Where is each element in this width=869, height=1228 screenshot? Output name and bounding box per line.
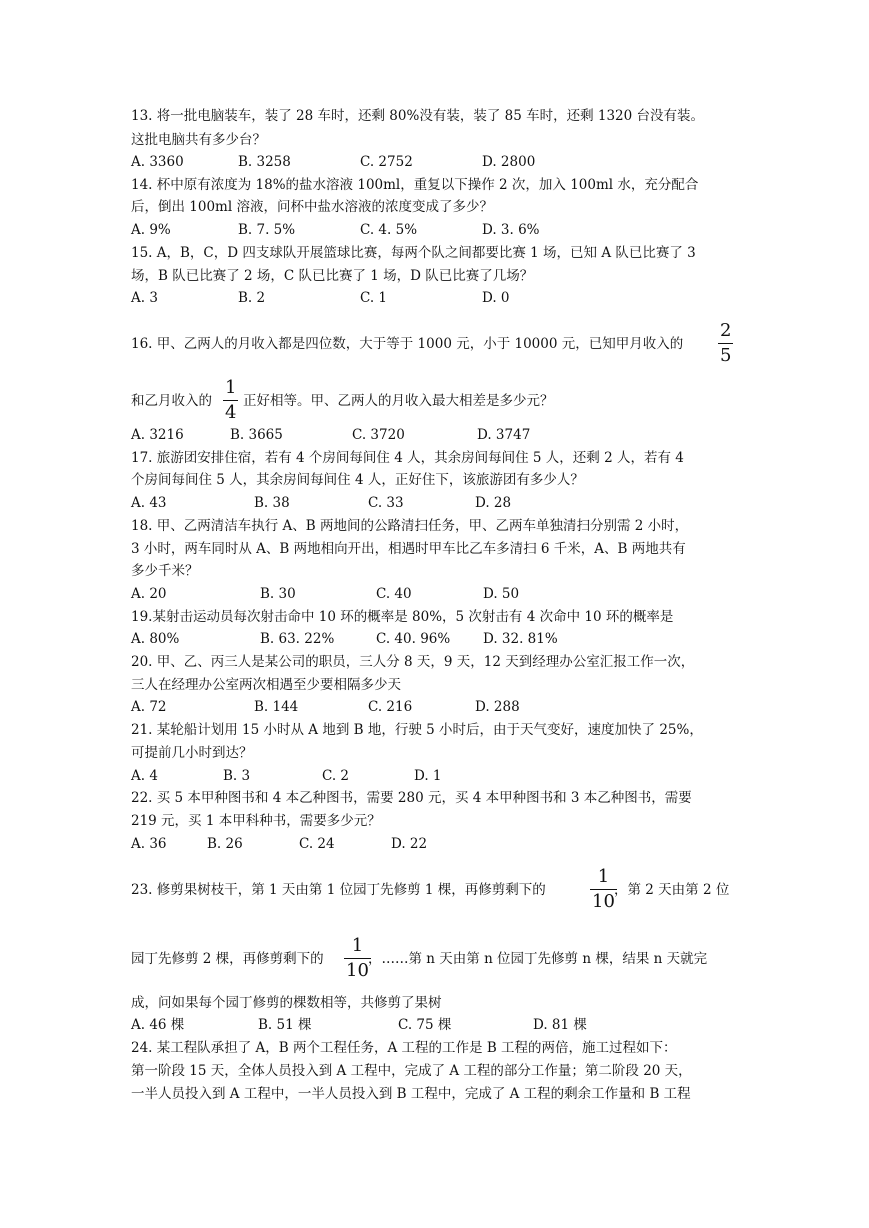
q16-option-b: B. 3665: [230, 427, 283, 443]
q20-line-1: 20. 甲、乙、丙三人是某公司的职员，三人分 8 天，9 天，12 天到经理办公室汇报工作一次，: [131, 654, 695, 670]
q14-option-c: C. 4. 5%: [360, 222, 418, 238]
q14-option-b: B. 7. 5%: [238, 222, 296, 238]
q19-option-c: C. 40. 96%: [376, 631, 451, 647]
q19-option-b: B. 63. 22%: [260, 631, 335, 647]
q13-option-a: A. 3360: [131, 154, 184, 170]
q16-line-2b: 正好相等。甲、乙两人的月收入最大相差是多少元？: [243, 393, 554, 409]
q19-option-d: D. 32. 81%: [483, 631, 558, 647]
q16-option-d: D. 3747: [477, 427, 531, 443]
q18-line-2: 3 小时，两车同时从 A、B 两地相向开出，相遇时甲车比乙车多清扫 6 千米，A、B 两地共有: [131, 541, 686, 557]
q16-line-2a: 和乙月收入的: [131, 393, 212, 409]
q23-fraction-1-numerator: 1: [597, 866, 610, 887]
q19-line-1: 19.某射击运动员每次射击命中 10 环的概率是 80%，5 次射击有 4 次命中 10 环的概率是: [131, 609, 674, 625]
q15-option-b: B. 2: [238, 290, 266, 306]
q13-line-1: 13. 将一批电脑装车，装了 28 车时，还剩 80%没有装，装了 85 车时，还剩 1320 台没有装。: [131, 108, 705, 124]
q16-fraction-1-denominator: 5: [720, 345, 732, 366]
q20-option-a: A. 72: [131, 699, 167, 715]
q16-fraction-1: [718, 322, 733, 365]
q23-line-2b: ，……第 n 天由第 n 位园丁先修剪 n 棵，结果 n 天就完: [368, 951, 708, 967]
q20-option-c: C. 216: [368, 699, 413, 715]
q21-option-d: D. 1: [414, 768, 442, 784]
q18-option-b: B. 30: [260, 586, 296, 602]
q23-fraction-2-denominator: 10: [346, 960, 369, 981]
q20-option-b: B. 144: [254, 699, 299, 715]
q15-option-c: C. 1: [360, 290, 388, 306]
q18-line-1: 18. 甲、乙两清洁车执行 A、B 两地间的公路清扫任务，甲、乙两车单独清扫分别需 2 小时，: [131, 518, 689, 534]
q16-fraction-2-numerator: 1: [225, 377, 237, 398]
q23-line-1a: 23. 修剪果树枝干，第 1 天由第 1 位园丁先修剪 1 棵，再修剪剩下的: [131, 882, 546, 898]
q23-fraction-1: [590, 868, 617, 911]
q14-option-d: D. 3. 6%: [482, 222, 540, 238]
q21-line-2: 可提前几小时到达？: [131, 745, 253, 761]
q23-option-b: B. 51 棵: [258, 1017, 312, 1033]
q18-option-a: A. 20: [131, 586, 167, 602]
q21-option-a: A. 4: [131, 768, 158, 784]
q23-line-2a: 园丁先修剪 2 棵，再修剪剩下的: [131, 951, 324, 967]
q16-fraction-2-denominator: 4: [225, 402, 237, 423]
q18-line-3: 多少千米？: [131, 563, 199, 579]
q22-option-a: A. 36: [131, 836, 167, 852]
q15-option-a: A. 3: [131, 290, 158, 306]
q20-line-2: 三人在经理办公室两次相遇至少要相隔多少天: [131, 677, 401, 693]
q15-line-1: 15. A，B，C，D 四支球队开展篮球比赛，每两个队之间都要比赛 1 场，已知 A 队已比赛了 3: [131, 245, 696, 261]
q19-option-a: A. 80%: [131, 631, 180, 647]
q13-option-d: D. 2800: [482, 154, 536, 170]
q21-option-c: C. 2: [322, 768, 350, 784]
q21-option-b: B. 3: [223, 768, 251, 784]
q24-line-1: 24. 某工程队承担了 A，B 两个工程任务，A 工程的工作是 B 工程的两倍，施工过程如下：: [131, 1040, 677, 1056]
q22-option-c: C. 24: [299, 836, 335, 852]
q14-line-1: 14. 杯中原有浓度为 18%的盐水溶液 100ml，重复以下操作 2 次，加入 100ml 水，充分配合: [131, 177, 699, 193]
q17-option-d: D. 28: [475, 495, 512, 511]
q16-option-a: A. 3216: [131, 427, 184, 443]
q16-option-c: C. 3720: [352, 427, 405, 443]
fraction-bar: [718, 343, 733, 344]
q23-line-3: 成，问如果每个园丁修剪的棵数相等，共修剪了果树: [131, 995, 442, 1011]
q13-option-b: B. 3258: [238, 154, 291, 170]
q23-line-1b: ，第 2 天由第 2 位: [614, 882, 730, 898]
q17-option-c: C. 33: [368, 495, 404, 511]
q22-option-d: D. 22: [391, 836, 428, 852]
q24-line-3: 一半人员投入到 A 工程中，一半人员投入到 B 工程中，完成了 A 工程的剩余工作量和 B 工程: [131, 1086, 691, 1102]
q22-option-b: B. 26: [207, 836, 243, 852]
q13-line-2: 这批电脑共有多少台？: [131, 132, 266, 148]
q17-option-b: B. 38: [254, 495, 290, 511]
fraction-bar: [590, 889, 617, 890]
q22-line-1: 22. 买 5 本甲种图书和 4 本乙种图书，需要 280 元，买 4 本甲种图书和 3 本乙种图书，需要: [131, 790, 692, 806]
q23-option-c: C. 75 棵: [398, 1017, 452, 1033]
fraction-bar: [223, 400, 238, 401]
q15-option-d: D. 0: [482, 290, 510, 306]
q18-option-d: D. 50: [483, 586, 520, 602]
q18-option-c: C. 40: [376, 586, 412, 602]
q24-line-2: 第一阶段 15 天，全体人员投入到 A 工程中，完成了 A 工程的部分工作量；第二阶段 20 天，: [131, 1063, 692, 1079]
q17-option-a: A. 43: [131, 495, 167, 511]
q23-option-a: A. 46 棵: [131, 1017, 185, 1033]
q23-fraction-2-numerator: 1: [351, 935, 364, 956]
q16-fraction-1-numerator: 2: [720, 320, 732, 341]
q17-line-1: 17. 旅游团安排住宿，若有 4 个房间每间住 4 人，其余房间每间住 5 人，还剩 2 人，若有 4: [131, 450, 684, 466]
q17-line-2: 个房间每间住 5 人，其余房间每间住 4 人，正好住下，该旅游团有多少人？: [131, 472, 584, 488]
q13-option-c: C. 2752: [360, 154, 413, 170]
q23-fraction-2: [344, 937, 371, 980]
q22-line-2: 219 元，买 1 本甲科种书，需要多少元？: [131, 813, 381, 829]
q15-line-2: 场，B 队已比赛了 2 场，C 队已比赛了 1 场，D 队已比赛了几场？: [131, 268, 534, 284]
q14-option-a: A. 9%: [131, 222, 171, 238]
q20-option-d: D. 288: [475, 699, 520, 715]
q16-line-1: 16. 甲、乙两人的月收入都是四位数，大于等于 1000 元，小于 10000 元，已知甲月收入的: [131, 336, 684, 352]
q23-option-d: D. 81 棵: [533, 1017, 587, 1033]
q14-line-2: 后，倒出 100ml 溶液，问杯中盐水溶液的浓度变成了多少？: [131, 199, 493, 215]
q23-fraction-1-denominator: 10: [592, 891, 615, 912]
q21-line-1: 21. 某轮船计划用 15 小时从 A 地到 B 地，行驶 5 小时后，由于天气变好，速度加快了 25%，: [131, 722, 703, 738]
q16-fraction-2: [223, 379, 238, 422]
fraction-bar: [344, 958, 371, 959]
